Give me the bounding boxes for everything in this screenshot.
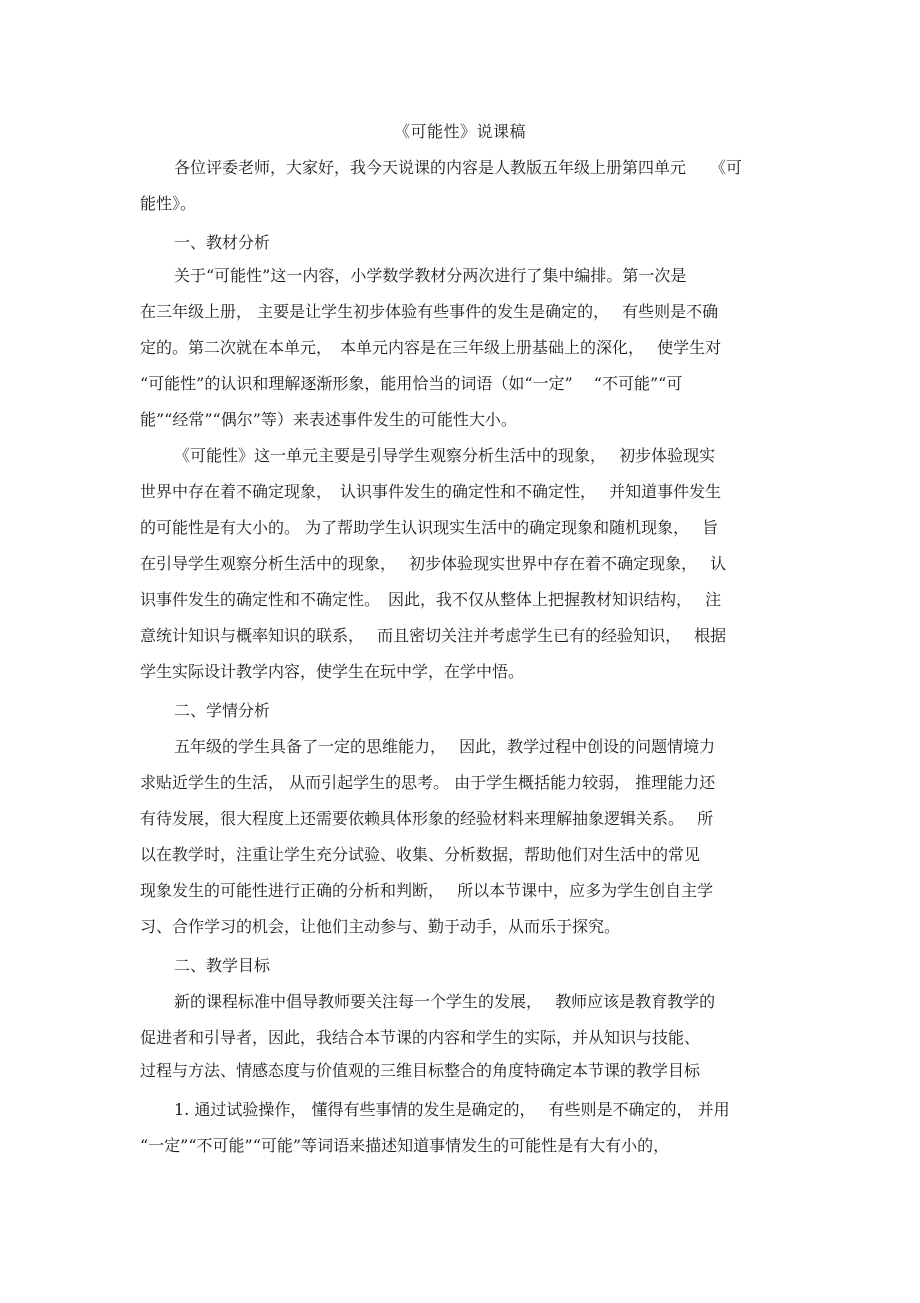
section-heading: 一、教材分析 [174, 233, 271, 252]
text-line: 有待发展，很大程度上还需要依赖具体形象的经验材料来理解抽象逻辑关系。 所 [140, 809, 714, 828]
text-line: 在三年级上册， 主要是让学生初步体验有些事件的发生是确定的， 有些则是不确 [140, 302, 719, 321]
document-title: 《可能性》说课稿 [393, 122, 526, 141]
text-line: 定的。第二次就在本单元， 本单元内容是在三年级上册基础上的深化， 使学生对 [140, 338, 722, 357]
text-line: 能”“经常”“偶尔”等）来表述事件发生的可能性大小。 [140, 410, 517, 429]
text-line: 《可能性》这一单元主要是引导学生观察分析生活中的现象， 初步体验现实 [174, 446, 716, 465]
list-item: 1. 通过试验操作， 懂得有些事情的发生是确定的， 有些则是不确定的， 并用 [174, 1100, 730, 1119]
text-line: 新的课程标准中倡导教师要关注每一个学生的发展， 教师应该是教育教学的 [174, 992, 716, 1011]
text-line: 关于“可能性”这一内容，小学数学教材分两次进行了集中编排。第一次是 [174, 266, 687, 285]
text-line: 的可能性是有大小的。 为了帮助学生认识现实生活中的确定现象和随机现象， 旨 [140, 518, 719, 537]
text-line: 现象发生的可能性进行正确的分析和判断， 所以本节课中，应多为学生创自主学 [140, 881, 714, 900]
text-line: 意统计知识与概率知识的联系， 而且密切关注并考虑学生已有的经验知识， 根据 [140, 626, 727, 645]
text-line: 过程与方法、情感态度与价值观的三维目标整合的角度特确定本节课的教学目标 [140, 1061, 701, 1080]
text-line: 习、合作学习的机会，让他们主动参与、勤于动手，从而乐于探究。 [140, 917, 621, 936]
text-line: 识事件发生的确定性和不确定性。 因此，我不仅从整体上把握教材知识结构， 注 [140, 590, 722, 609]
text-line: “可能性”的认识和理解逐渐形象，能用恰当的词语（如“一定” “不可能”“可 [140, 374, 683, 393]
text-line: 以在教学时，注重让学生充分试验、收集、分析数据，帮助他们对生活中的常见 [140, 845, 701, 864]
text-line: 在引导学生观察分析生活中的现象， 初步体验现实世界中存在着不确定现象， 认 [140, 554, 727, 573]
text-line: “一定”“不可能”“可能”等词语来描述知道事情发生的可能性是有大有小的， [140, 1136, 670, 1155]
text-line: 五年级的学生具备了一定的思维能力， 因此，教学过程中创设的问题情境力 [174, 737, 716, 756]
section-heading: 二、学情分析 [174, 701, 271, 720]
text-line: 能性》。 [140, 194, 197, 213]
text-line: 世界中存在着不确定现象， 认识事件发生的确定性和不确定性， 并知道事件发生 [140, 482, 722, 501]
text-line: 学生实际设计教学内容，使学生在玩中学，在学中悟。 [140, 662, 525, 681]
text-line: 各位评委老师，大家好，我今天说课的内容是人教版五年级上册第四单元 《可 [174, 158, 743, 177]
section-heading: 二、教学目标 [174, 956, 271, 975]
text-line: 促进者和引导者，因此，我结合本节课的内容和学生的实际，并从知识与技能、 [140, 1028, 701, 1047]
text-line: 求贴近学生的生活， 从而引起学生的思考。 由于学生概括能力较弱， 推理能力还 [140, 773, 716, 792]
